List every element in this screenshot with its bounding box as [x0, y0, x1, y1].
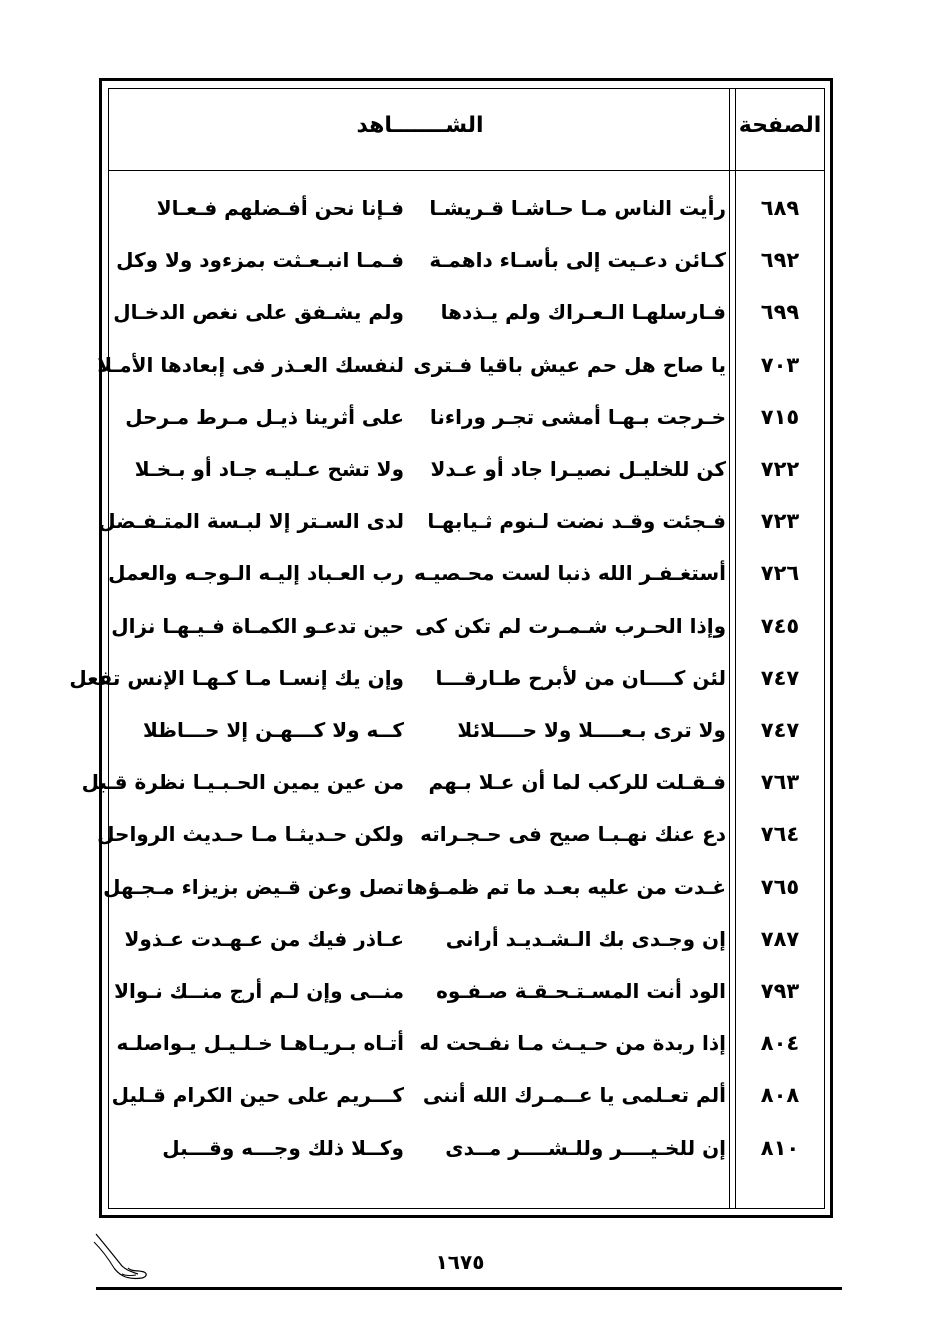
table-row: [110, 553, 824, 605]
row-page-number: ٧٤٥: [760, 613, 800, 638]
verse-second-hemistich: رب العـباد إليـه الـوجـه والعمل: [108, 561, 404, 586]
row-page-number: ٧٢٦: [760, 561, 800, 586]
verse-first-hemistich: فـارسلهـا الـعـراك ولم يـذدها: [440, 300, 726, 325]
row-page-number: ٦٨٩: [760, 196, 800, 220]
verse-second-hemistich: فـمـا انبـعـثت بمزءود ولا وكل: [116, 248, 404, 273]
table-row: [69, 658, 824, 710]
verse-second-hemistich: من عين يمين الحـبـيـا نظرة قـبل: [81, 770, 404, 795]
row-page-number: ٧٢٣: [760, 509, 800, 534]
witness-column-header: الشـــــــاهد: [356, 113, 484, 138]
table-row: [110, 188, 824, 240]
row-page-number: ٨٠٨: [760, 1083, 800, 1108]
verse-first-hemistich: رأيت الناس مـا حـاشـا قـريشـا: [429, 196, 726, 220]
row-page-number: ٧٠٣: [760, 352, 800, 377]
row-page-number: ٧٤٧: [760, 665, 800, 690]
verse-second-hemistich: وكــلا ذلك وجـــه وقـــبل: [162, 1135, 404, 1160]
verse-second-hemistich: ولكن حـديثـا مـا حـديث الرواحل: [97, 822, 404, 847]
verse-first-hemistich: خـرجت بـهـا أمشى تجـر وراءنا: [429, 404, 726, 429]
verse-second-hemistich: أتـاه بـريـاهـا خـلـيـل يـواصلـه: [116, 1031, 404, 1056]
row-page-number: ٧٦٤: [760, 822, 800, 847]
row-page-number: ٧٤٧: [760, 718, 800, 742]
verse-second-hemistich: ولم يشـفق على نغص الدخـال: [113, 300, 404, 325]
verse-first-hemistich: غـدت من عليه بعـد ما تم ظمـؤها: [406, 874, 726, 899]
verse-second-hemistich: على أثرينا ذيـل مـرط مـرحل: [125, 404, 404, 429]
verse-second-hemistich: لدى السـتر إلا لبـسة المتـفـضل: [98, 509, 404, 534]
table-row: [110, 971, 824, 1023]
row-page-number: ٧١٥: [760, 404, 800, 429]
row-page-number: ٨٠٤: [760, 1031, 800, 1056]
table-row: [110, 240, 824, 292]
verse-first-hemistich: ألم تعـلمى يا عــمـرك الله أننى: [422, 1083, 726, 1108]
table-row: [110, 292, 824, 344]
table-row: [110, 710, 824, 762]
verse-second-hemistich: ولا تشح عـليـه جـاد أو بـخـلا: [134, 457, 404, 481]
row-page-number: ٦٩٩: [760, 300, 800, 325]
verse-first-hemistich: وإذا الحـرب شـمـرت لم تكن كى: [415, 613, 726, 638]
verse-second-hemistich: تصل وعن قـيض بزيزاء مـجـهل: [103, 874, 404, 899]
row-page-number: ٧٨٧: [760, 926, 800, 951]
row-page-number: ٨١٠: [760, 1135, 800, 1160]
verse-second-hemistich: منــى وإن لـم أرج منــك نـوالا: [114, 979, 404, 1003]
row-page-number: ٧٢٢: [760, 457, 800, 481]
verse-second-hemistich: عـاذر فيك من عـهـدت عـذولا: [124, 926, 404, 951]
footer-rule: [96, 1287, 842, 1290]
verse-first-hemistich: أستغـفـر الله ذنبا لست محـصيـه: [414, 561, 726, 586]
table-row: [110, 1075, 824, 1127]
verse-first-hemistich: إن للخـيــــر وللـشــــر مــدى: [445, 1135, 726, 1160]
verse-first-hemistich: كـائن دعـيت إلى بأسـاء داهمـة: [429, 248, 726, 273]
table-row: [97, 814, 824, 866]
table-row: [110, 919, 824, 971]
verse-first-hemistich: الود أنت المسـتـحـقـة صـفـوه: [436, 979, 726, 1003]
verse-second-hemistich: فـإنا نحن أفـضلهم فـعـالا: [156, 196, 404, 220]
row-page-number: ٧٦٣: [760, 770, 800, 795]
hand-ornament-icon: [92, 1228, 152, 1288]
row-page-number: ٧٩٣: [760, 979, 800, 1003]
table-row: [97, 345, 824, 397]
verse-first-hemistich: فـجئت وقـد نضت لـنوم ثـيابهـا: [427, 509, 726, 534]
table-row: [110, 397, 824, 449]
verse-second-hemistich: وإن يك إنسـا مـا كـهـا الإنس تفعل: [69, 665, 404, 690]
page-number: ١٦٧٥: [435, 1250, 485, 1274]
verse-second-hemistich: حين تدعـو الكمـاة فـيـهـا نزال: [111, 613, 404, 638]
verse-second-hemistich: كـــريم على حين الكرام قـليل: [111, 1083, 404, 1108]
table-row: [103, 867, 824, 919]
verse-first-hemistich: ولا ترى بـعــــلا ولا حــــلائلا: [457, 718, 726, 742]
page-column-header: الصفحة: [738, 113, 822, 138]
verse-second-hemistich: كــه ولا كـــهـن إلا حـــاظلا: [143, 718, 404, 742]
row-page-number: ٦٩٢: [760, 248, 800, 273]
table-row: [81, 762, 824, 814]
verse-second-hemistich: لنفسك العـذر فى إبعادها الأمـلا: [97, 352, 404, 377]
table-row: [98, 501, 824, 553]
header-separator: [109, 170, 824, 171]
table-row: [110, 449, 824, 501]
table-row: [110, 1128, 824, 1180]
verse-first-hemistich: يا صاح هل حم عيش باقيا فـترى: [413, 352, 726, 377]
verse-first-hemistich: لئن كــــان من لأبرح طـارقـــا: [435, 665, 726, 690]
verse-first-hemistich: إذا ربدة من حـيـث مـا نفـحت له: [419, 1031, 726, 1056]
table-row: [110, 606, 824, 658]
verse-first-hemistich: كن للخليـل نصيـرا جاد أو عـدلا: [430, 457, 726, 481]
verse-first-hemistich: إن وجـدى بك الـشـديـد أرانى: [445, 926, 726, 951]
table-row: [110, 1023, 824, 1075]
row-page-number: ٧٦٥: [760, 874, 800, 899]
verse-first-hemistich: فـقـلت للركب لما أن عـلا بـهم: [428, 770, 726, 795]
verse-first-hemistich: دع عنك نهـبـا صيح فى حـجـراته: [420, 822, 726, 847]
